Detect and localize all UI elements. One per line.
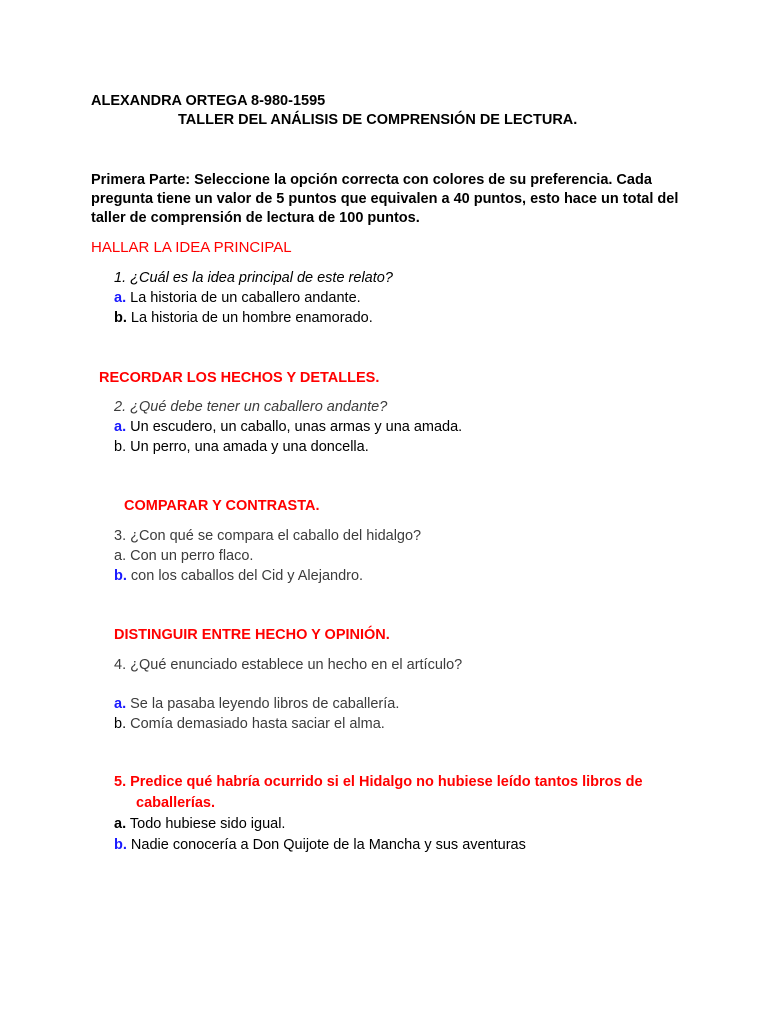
page-title: TALLER DEL ANÁLISIS DE COMPRENSIÓN DE LECTURA.: [178, 112, 578, 128]
section-heading-1: HALLAR LA IDEA PRINCIPAL: [91, 239, 292, 256]
question-4: 4. ¿Qué enunciado establece un hecho en el artículo?: [114, 657, 463, 673]
option-text: Con un perro flaco.: [130, 548, 254, 564]
option-text: Un perro, una amada y una doncella.: [130, 439, 369, 455]
question-2: 2. ¿Qué debe tener un caballero andante?: [114, 399, 388, 415]
section-heading-4: DISTINGUIR ENTRE HECHO Y OPINIÓN.: [114, 627, 390, 643]
option-letter: b.: [114, 716, 127, 732]
option-text: Un escudero, un caballo, unas armas y una amada.: [130, 419, 463, 435]
question-3: 3. ¿Con qué se compara el caballo del hidalgo?: [114, 528, 422, 544]
question-1: 1. ¿Cuál es la idea principal de este relato?: [114, 270, 393, 286]
question-1-option-a: [114, 290, 361, 306]
question-5-option-a: [114, 816, 285, 832]
option-text: Comía demasiado hasta saciar el alma.: [130, 716, 385, 732]
option-text: Todo hubiese sido igual.: [129, 816, 286, 832]
option-text: con los caballos del Cid y Alejandro.: [130, 568, 364, 584]
question-2-option-a: [114, 419, 462, 435]
section-heading-2: RECORDAR LOS HECHOS Y DETALLES.: [99, 370, 380, 386]
option-letter: b.: [114, 568, 127, 584]
question-5-line-2: caballerías.: [136, 795, 215, 811]
section-heading-3: COMPARAR Y CONTRASTA.: [124, 498, 320, 514]
option-text: La historia de un hombre enamorado.: [130, 310, 373, 326]
intro-paragraph: Primera Parte: Seleccione la opción correcta con colores de su preferencia. Cada pregunta tiene un valor de 5 puntos que equivalen a 40 puntos, esto hace un total del taller de comprensión de lectura de 100 puntos.: [91, 172, 679, 226]
option-text: Se la pasaba leyendo libros de caballería.: [130, 696, 400, 712]
option-text: Nadie conocería a Don Quijote de la Mancha y sus aventuras: [130, 837, 526, 853]
author-line: ALEXANDRA ORTEGA 8-980-1595: [91, 93, 326, 109]
question-1-option-b: [114, 310, 373, 326]
option-letter: a.: [114, 290, 127, 306]
option-letter: a.: [114, 419, 127, 435]
option-letter: b.: [114, 310, 127, 326]
question-5-line-1: 5. Predice qué habría ocurrido si el Hidalgo no hubiese leído tantos libros de: [114, 774, 643, 790]
option-letter: a.: [114, 816, 127, 832]
question-2-option-b: [114, 439, 369, 455]
question-3-option-b: [114, 568, 363, 584]
question-4-option-a: [114, 696, 399, 712]
question-5-option-b: [114, 837, 526, 853]
option-letter: b.: [114, 837, 127, 853]
question-3-option-a: [114, 548, 253, 564]
option-letter: a.: [114, 548, 127, 564]
option-text: La historia de un caballero andante.: [130, 290, 361, 306]
question-4-option-b: [114, 716, 385, 732]
option-letter: b.: [114, 439, 127, 455]
option-letter: a.: [114, 696, 127, 712]
